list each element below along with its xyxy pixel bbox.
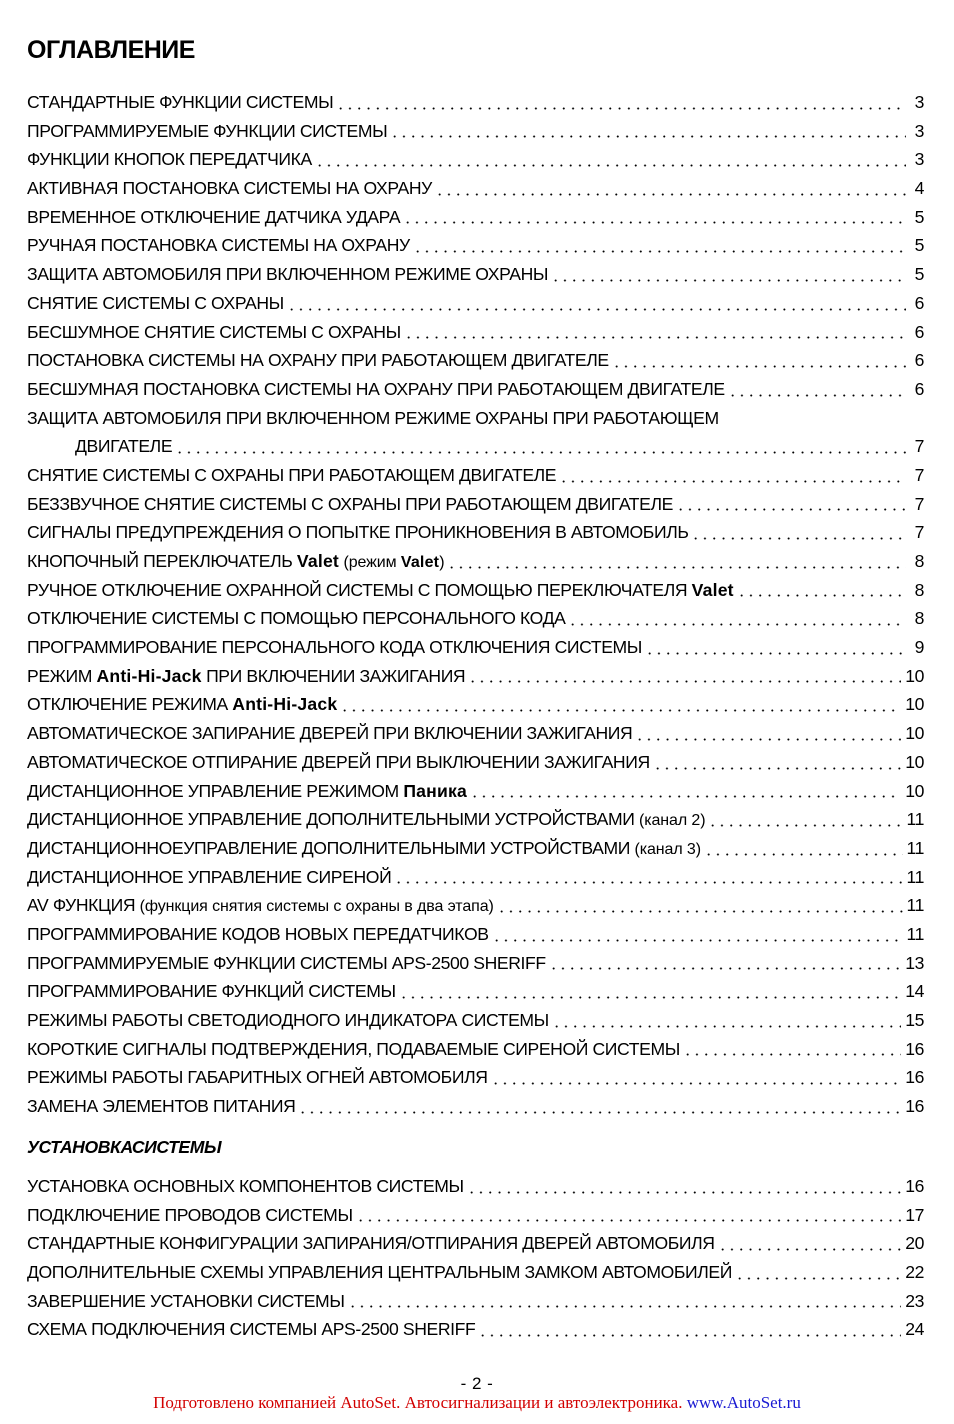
toc-entry xyxy=(27,1229,924,1258)
toc-entry xyxy=(27,805,924,834)
entry-page-number: 11 xyxy=(906,837,924,858)
entry-page-number: 24 xyxy=(905,1319,924,1340)
toc-entry xyxy=(27,461,924,490)
dot-leader xyxy=(175,451,906,454)
dot-leader xyxy=(497,910,903,913)
dot-leader xyxy=(683,1053,901,1056)
toc-entry xyxy=(27,547,924,576)
entry-title: КОРОТКИЕ СИГНАЛЫ ПОДТВЕРЖДЕНИЯ, ПОДАВАЕМЫЕ СИРЕНОЙ СИСТЕМЫ xyxy=(27,1038,680,1059)
entry-page-number: 7 xyxy=(914,522,924,543)
dot-leader xyxy=(737,594,906,597)
dot-leader xyxy=(470,795,901,798)
entry-title: ПРОГРАММИРУЕМЫЕ ФУНКЦИИ СИСТЕМЫ APS-2500 SHERIFF xyxy=(27,952,546,973)
dot-leader xyxy=(492,939,903,942)
entry-page-number: 23 xyxy=(905,1290,924,1311)
dot-leader xyxy=(404,336,906,339)
entry-page-number: 10 xyxy=(905,751,924,772)
toc-entry xyxy=(27,260,924,289)
entry-page-number: 3 xyxy=(914,92,924,112)
dot-leader xyxy=(568,623,906,626)
toc-entry xyxy=(27,231,924,260)
dot-leader xyxy=(552,1025,901,1028)
section-heading: УСТАНОВКАСИСТЕМЫ xyxy=(27,1137,222,1157)
dot-leader xyxy=(559,480,906,483)
dot-leader xyxy=(691,537,906,540)
dot-leader xyxy=(645,652,906,655)
entry-title: СИГНАЛЫ ПРЕДУПРЕЖДЕНИЯ О ПОПЫТКЕ ПРОНИКНОВЕНИЯ В АВТОМОБИЛЬ xyxy=(27,522,689,543)
dot-leader xyxy=(403,221,906,224)
entry-title: ОТКЛЮЧЕНИЕ РЕЖИМА Anti-Hi-Jack xyxy=(27,694,338,715)
entry-title: ДИСТАНЦИОННОЕ УПРАВЛЕНИЕ РЕЖИМОМ Паника xyxy=(27,780,467,801)
entry-page-number: 8 xyxy=(914,608,924,629)
dot-leader xyxy=(718,1248,902,1251)
entry-title: СНЯТИЕ СИСТЕМЫ С ОХРАНЫ ПРИ РАБОТАЮЩЕМ ДВИГАТЕЛЕ xyxy=(27,464,557,485)
entry-title: ПОДКЛЮЧЕНИЕ ПРОВОДОВ СИСТЕМЫ xyxy=(27,1204,353,1225)
entry-title: ОТКЛЮЧЕНИЕ СИСТЕМЫ С ПОМОЩЬЮ ПЕРСОНАЛЬНОГО КОДА xyxy=(27,608,566,629)
entry-title: ЗАЩИТА АВТОМОБИЛЯ ПРИ ВКЛЮЧЕННОМ РЕЖИМЕ ОХРАНЫ xyxy=(27,264,549,285)
dot-leader xyxy=(348,1305,902,1308)
toc-entry xyxy=(27,490,924,519)
toc-entry xyxy=(27,748,924,777)
entry-title: ДИСТАНЦИОННОЕ УПРАВЛЕНИЕ СИРЕНОЙ xyxy=(27,866,392,887)
table-of-contents xyxy=(27,88,924,1121)
entry-title: УСТАНОВКА ОСНОВНЫХ КОМПОНЕНТОВ СИСТЕМЫ xyxy=(27,1176,464,1196)
dot-leader xyxy=(413,250,906,253)
toc-entry xyxy=(27,777,924,806)
toc-entry xyxy=(27,289,924,318)
toc-entry xyxy=(27,1258,924,1287)
toc-entry xyxy=(27,1006,924,1035)
dot-leader xyxy=(478,1334,901,1337)
entry-title: ДИСТАНЦИОННОЕ УПРАВЛЕНИЕ ДОПОЛНИТЕЛЬНЫМИ УСТРОЙСТВАМИ (канал 2) xyxy=(27,809,706,830)
toc-entry xyxy=(27,604,924,633)
dot-leader xyxy=(549,967,902,970)
entry-title: БЕСШУМНАЯ ПОСТАНОВКА СИСТЕМЫ НА ОХРАНУ ПРИ РАБОТАЮЩЕМ ДВИГАТЕЛЕ xyxy=(27,378,725,399)
entry-title: БЕСШУМНОЕ СНЯТИЕ СИСТЕМЫ С ОХРАНЫ xyxy=(27,321,401,342)
entry-page-number: 10 xyxy=(905,723,924,744)
toc-entry xyxy=(27,576,924,605)
entry-title: ПРОГРАММИРОВАНИЕ ПЕРСОНАЛЬНОГО КОДА ОТКЛЮЧЕНИЯ СИСТЕМЫ xyxy=(27,637,642,658)
entry-title: СТАНДАРТНЫЕ ФУНКЦИИ СИСТЕМЫ xyxy=(27,92,334,112)
footer-credit xyxy=(0,1393,954,1413)
entry-title: СХЕМА ПОДКЛЮЧЕНИЯ СИСТЕМЫ APS-2500 SHERIFF xyxy=(27,1319,476,1340)
dot-leader xyxy=(390,135,906,138)
entry-page-number: 6 xyxy=(914,321,924,342)
entry-title: ДОПОЛНИТЕЛЬНЫЕ СХЕМЫ УПРАВЛЕНИЯ ЦЕНТРАЛЬНЫМ ЗАМКОМ АВТОМОБИЛЕЙ xyxy=(27,1262,732,1283)
toc-entry xyxy=(27,1201,924,1230)
toc-entry xyxy=(27,145,924,174)
entry-page-number: 16 xyxy=(905,1067,924,1088)
entry-page-number: 22 xyxy=(905,1262,924,1283)
dot-leader xyxy=(735,1277,901,1280)
entry-title: ПРОГРАММИРУЕМЫЕ ФУНКЦИИ СИСТЕМЫ xyxy=(27,120,388,141)
entry-page-number: 11 xyxy=(906,923,924,944)
dot-leader xyxy=(399,996,902,999)
dot-leader xyxy=(468,680,901,683)
toc-entry xyxy=(27,404,924,433)
entry-page-number: 8 xyxy=(914,551,924,571)
entry-page-number: 11 xyxy=(906,895,924,916)
entry-title: РЕЖИМЫ РАБОТЫ ГАБАРИТНЫХ ОГНЕЙ АВТОМОБИЛЯ xyxy=(27,1067,488,1088)
toc-entry xyxy=(27,174,924,203)
entry-title: АВТОМАТИЧЕСКОЕ ОТПИРАНИЕ ДВЕРЕЙ ПРИ ВЫКЛЮЧЕНИИ ЗАЖИГАНИЯ xyxy=(27,751,650,772)
toc-entry xyxy=(27,1035,924,1064)
entry-title: ПОСТАНОВКА СИСТЕМЫ НА ОХРАНУ ПРИ РАБОТАЮЩЕМ ДВИГАТЕЛЕ xyxy=(27,350,609,371)
entry-title: КНОПОЧНЫЙ ПЕРЕКЛЮЧАТЕЛЬ Valet (режим Valet) xyxy=(27,551,445,571)
entry-title: АКТИВНАЯ ПОСТАНОВКА СИСТЕМЫ НА ОХРАНУ xyxy=(27,178,432,199)
entry-page-number: 6 xyxy=(914,292,924,313)
entry-page-number: 17 xyxy=(905,1204,924,1225)
entry-page-number: 5 xyxy=(914,264,924,285)
entry-title: БЕЗЗВУЧНОЕ СНЯТИЕ СИСТЕМЫ С ОХРАНЫ ПРИ РАБОТАЮЩЕМ ДВИГАТЕЛЕ xyxy=(27,493,673,514)
dot-leader xyxy=(356,1219,902,1222)
toc-entry xyxy=(27,662,924,691)
entry-page-number: 10 xyxy=(905,780,924,801)
entry-title: ПРОГРАММИРОВАНИЕ КОДОВ НОВЫХ ПЕРЕДАТЧИКОВ xyxy=(27,923,489,944)
entry-page-number: 10 xyxy=(905,694,924,715)
entry-title: ДИСТАНЦИОННОЕУПРАВЛЕНИЕ ДОПОЛНИТЕЛЬНЫМИ УСТРОЙСТВАМИ (канал 3) xyxy=(27,837,701,858)
entry-title: ВРЕМЕННОЕ ОТКЛЮЧЕНИЕ ДАТЧИКА УДАРА xyxy=(27,206,401,227)
dot-leader xyxy=(728,394,906,397)
entry-title: СНЯТИЕ СИСТЕМЫ С ОХРАНЫ xyxy=(27,292,284,313)
dot-leader xyxy=(287,308,906,311)
dot-leader xyxy=(708,824,902,827)
toc-entry xyxy=(27,117,924,146)
toc-entry xyxy=(27,88,924,117)
page-number: - 2 - xyxy=(460,1374,494,1393)
toc-entry xyxy=(27,633,924,662)
toc-entry xyxy=(27,834,924,863)
toc-entry xyxy=(27,1287,924,1316)
entry-page-number: 3 xyxy=(914,120,924,141)
toc-entry xyxy=(27,1172,924,1201)
entry-page-number: 7 xyxy=(914,493,924,514)
entry-title: РЕЖИМЫ РАБОТЫ СВЕТОДИОДНОГО ИНДИКАТОРА СИСТЕМЫ xyxy=(27,1010,549,1030)
dot-leader xyxy=(340,709,901,712)
entry-title: ПРОГРАММИРОВАНИЕ ФУНКЦИЙ СИСТЕМЫ xyxy=(27,981,396,1002)
entry-title: ДВИГАТЕЛЕ xyxy=(75,436,173,457)
toc-entry xyxy=(27,863,924,892)
entry-title: РЕЖИМ Anti-Hi-Jack ПРИ ВКЛЮЧЕНИИ ЗАЖИГАНИЯ xyxy=(27,665,466,686)
entry-title: ЗАВЕРШЕНИЕ УСТАНОВКИ СИСТЕМЫ xyxy=(27,1290,345,1311)
entry-page-number: 14 xyxy=(905,981,924,1002)
dot-leader xyxy=(635,738,901,741)
toc-entry xyxy=(27,891,924,920)
toc-entry xyxy=(27,375,924,404)
entry-page-number: 16 xyxy=(905,1096,924,1117)
toc-entry xyxy=(27,719,924,748)
entry-title: СТАНДАРТНЫЕ КОНФИГУРАЦИИ ЗАПИРАНИЯ/ОТПИРАНИЯ ДВЕРЕЙ АВТОМОБИЛЯ xyxy=(27,1233,715,1254)
toc-entry xyxy=(27,949,924,978)
entry-page-number: 7 xyxy=(914,436,924,457)
entry-page-number: 20 xyxy=(905,1233,924,1254)
toc-entry xyxy=(27,1315,924,1344)
entry-page-number: 5 xyxy=(914,206,924,227)
entry-page-number: 16 xyxy=(905,1038,924,1059)
entry-page-number: 15 xyxy=(905,1010,924,1030)
toc-entry xyxy=(27,346,924,375)
toc-entry xyxy=(27,690,924,719)
dot-leader xyxy=(336,107,906,110)
entry-page-number: 3 xyxy=(914,149,924,170)
install-table-of-contents xyxy=(27,1172,924,1344)
toc-entry xyxy=(27,432,924,461)
toc-entry xyxy=(27,518,924,547)
entry-page-number: 11 xyxy=(906,866,924,887)
entry-title: АВТОМАТИЧЕСКОЕ ЗАПИРАНИЕ ДВЕРЕЙ ПРИ ВКЛЮЧЕНИИ ЗАЖИГАНИЯ xyxy=(27,723,633,744)
dot-leader xyxy=(491,1082,902,1085)
entry-page-number: 11 xyxy=(906,809,924,830)
entry-page-number: 5 xyxy=(914,235,924,256)
toc-entry xyxy=(27,920,924,949)
page-title: ОГЛАВЛЕНИЕ xyxy=(27,36,195,64)
dot-leader xyxy=(551,279,906,282)
toc-entry xyxy=(27,977,924,1006)
entry-title: ФУНКЦИИ КНОПОК ПЕРЕДАТЧИКА xyxy=(27,149,312,170)
entry-page-number: 6 xyxy=(914,378,924,399)
entry-page-number: 16 xyxy=(905,1176,924,1196)
dot-leader xyxy=(298,1111,901,1114)
entry-page-number: 9 xyxy=(914,637,924,658)
toc-entry xyxy=(27,1063,924,1092)
dot-leader xyxy=(676,508,906,511)
toc-entry xyxy=(27,318,924,347)
toc-entry xyxy=(27,1092,924,1121)
entry-page-number: 8 xyxy=(914,579,924,600)
entry-page-number: 6 xyxy=(914,350,924,371)
entry-page-number: 4 xyxy=(914,178,924,199)
dot-leader xyxy=(704,853,903,856)
toc-entry xyxy=(27,203,924,232)
dot-leader xyxy=(394,881,902,884)
entry-page-number: 10 xyxy=(905,665,924,686)
dot-leader xyxy=(467,1191,901,1194)
entry-page-number: 13 xyxy=(905,952,924,973)
entry-title: ЗАЩИТА АВТОМОБИЛЯ ПРИ ВКЛЮЧЕННОМ РЕЖИМЕ ОХРАНЫ ПРИ РАБОТАЮЩЕМ xyxy=(27,407,719,428)
footer-credit-text: Подготовлено компанией AutoSet. Автосигнализации и автоэлектроника. xyxy=(153,1393,683,1412)
entry-title: РУЧНОЕ ОТКЛЮЧЕНИЕ ОХРАННОЙ СИСТЕМЫ С ПОМОЩЬЮ ПЕРЕКЛЮЧАТЕЛЯ Valet xyxy=(27,579,734,600)
dot-leader xyxy=(653,767,901,770)
dot-leader xyxy=(612,365,906,368)
dot-leader xyxy=(315,164,906,167)
footer-website-link[interactable]: www.AutoSet.ru xyxy=(686,1393,801,1412)
dot-leader xyxy=(447,566,906,569)
dot-leader xyxy=(435,193,906,196)
entry-page-number: 7 xyxy=(914,464,924,485)
entry-title: РУЧНАЯ ПОСТАНОВКА СИСТЕМЫ НА ОХРАНУ xyxy=(27,235,410,256)
entry-title: ЗАМЕНА ЭЛЕМЕНТОВ ПИТАНИЯ xyxy=(27,1096,296,1117)
entry-title: AV ФУНКЦИЯ (функция снятия системы с охраны в два этапа) xyxy=(27,895,494,916)
